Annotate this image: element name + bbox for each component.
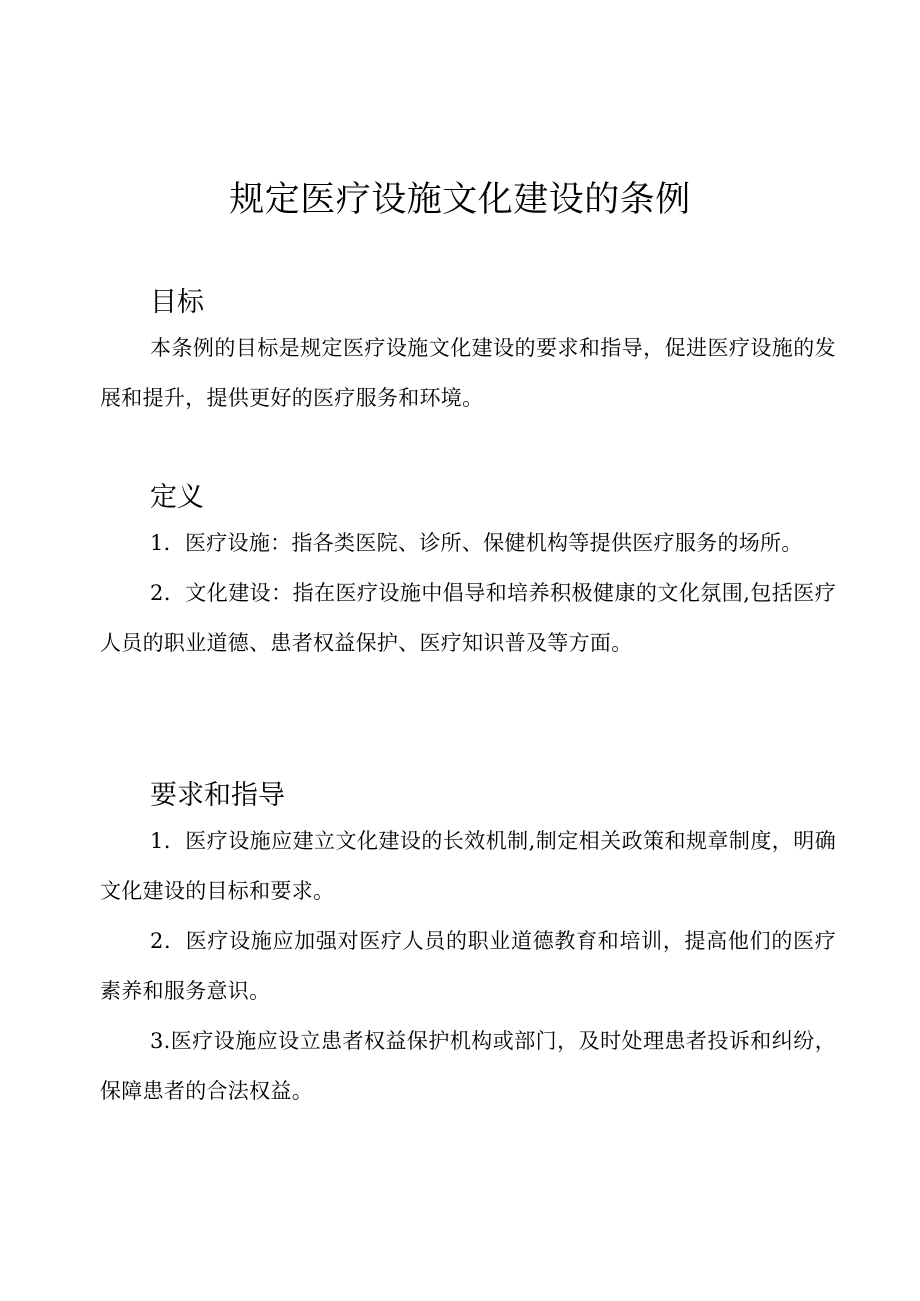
section-heading-goal: 目标 xyxy=(150,287,204,318)
section-heading-definition: 定义 xyxy=(150,482,204,513)
document-title: 规定医疗设施文化建设的条例 xyxy=(229,180,691,220)
paragraph-requirements-1: 1．医疗设施应建立文化建设的长效机制,制定相关政策和规章制度，明确文化建设的目标和要求。 xyxy=(100,829,836,903)
paragraph-requirements-2: 2．医疗设施应加强对医疗人员的职业道德教育和培训，提高他们的医疗素养和服务意识。 xyxy=(100,929,836,1003)
section-definition xyxy=(100,478,836,668)
paragraph-definition-1: 1．医疗设施：指各类医院、诊所、保健机构等提供医疗服务的场所。 xyxy=(150,531,803,555)
paragraph-requirements-3: 3.医疗设施应设立患者权益保护机构或部门，及时处理患者投诉和纠纷，保障患者的合法权益。 xyxy=(100,1029,836,1103)
section-requirements xyxy=(100,776,836,1116)
section-heading-requirements: 要求和指导 xyxy=(150,780,285,811)
paragraph-goal-1: 本条例的目标是规定医疗设施文化建设的要求和指导，促进医疗设施的发展和提升，提供更好的医疗服务和环境。 xyxy=(100,336,836,410)
section-goal xyxy=(100,283,836,423)
paragraph-definition-2: 2．文化建设：指在医疗设施中倡导和培养积极健康的文化氛围,包括医疗人员的职业道德、患者权益保护、医疗知识普及等方面。 xyxy=(100,581,836,655)
